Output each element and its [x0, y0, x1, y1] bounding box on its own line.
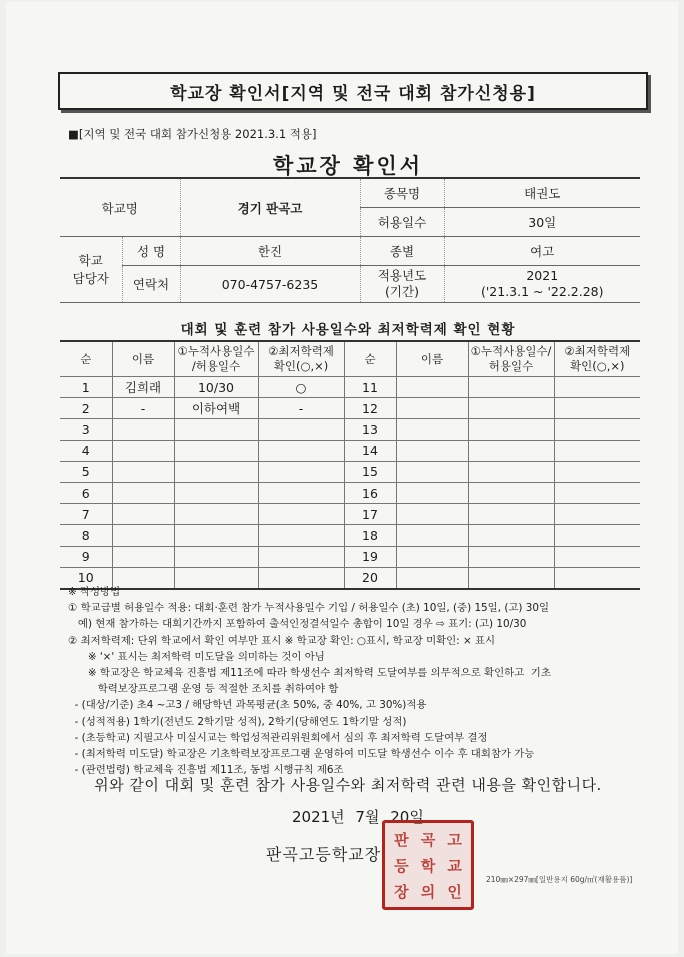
- row-check: [258, 461, 344, 482]
- row-check: -: [258, 398, 344, 419]
- principal-signature: 판곡고등학교장: [266, 845, 382, 864]
- row-days: 이하여백: [174, 398, 258, 419]
- note-line: 학력보장프로그램 운영 등 적절한 조치를 취하여야 함: [68, 683, 339, 696]
- seal-char: 인: [447, 882, 462, 901]
- document-sheet: [6, 2, 678, 954]
- manager-label: 학교 담당자: [60, 237, 122, 303]
- row-check-2: [554, 525, 640, 546]
- row-no: 1: [60, 377, 112, 398]
- school-label: 학교명: [60, 178, 180, 237]
- row-check-2: [554, 377, 640, 398]
- note-line: ② 최저학력제: 단위 학교에서 확인 여부만 표시 ※ 학교장 확인: ○표시, 학교장 미확인: × 표시: [68, 634, 496, 647]
- row-no: 9: [60, 546, 112, 567]
- row-no-2: 12: [344, 398, 396, 419]
- row-no: 10: [60, 567, 112, 589]
- roster-table: [60, 340, 640, 590]
- row-name: [112, 546, 174, 567]
- row-days: [174, 482, 258, 503]
- row-no: 4: [60, 440, 112, 461]
- row-check: [258, 504, 344, 525]
- row-no: 2: [60, 398, 112, 419]
- form-subtitle: ■[지역 및 전국 대회 참가신청용 2021.3.1 적용]: [68, 127, 317, 141]
- gender-value: 여고: [444, 237, 640, 266]
- row-no-2: 16: [344, 482, 396, 503]
- row-days: [174, 419, 258, 440]
- row-no: 3: [60, 419, 112, 440]
- row-days-2: [468, 398, 554, 419]
- row-check: [258, 482, 344, 503]
- row-name-2: [396, 419, 468, 440]
- row-name-2: [396, 546, 468, 567]
- row-check-2: [554, 504, 640, 525]
- note-line: - (대상/기준) 초4 ~고3 / 해당학년 과목평균(초 50%, 중 40%, 고 30%)적용: [68, 699, 427, 712]
- row-name: [112, 525, 174, 546]
- row-no: 6: [60, 482, 112, 503]
- row-name: [112, 504, 174, 525]
- header-title: 학교장 확인서[지역 및 전국 대회 참가신청용]: [58, 72, 648, 110]
- row-days: [174, 440, 258, 461]
- seal-char: 의: [420, 882, 436, 901]
- year-label: 적용년도 (기간): [360, 266, 444, 303]
- row-no: 5: [60, 461, 112, 482]
- row-name-2: [396, 461, 468, 482]
- table-row: [60, 482, 640, 503]
- row-no-2: 17: [344, 504, 396, 525]
- note-line: - (최저학력 미도달) 학교장은 기초학력보장프로그램 운영하여 미도달 학생선수 이수 후 대회참가 가능: [68, 748, 535, 761]
- header-days: ①누적사용일수 /허용일수: [174, 341, 258, 377]
- row-days-2: [468, 461, 554, 482]
- row-check: [258, 419, 344, 440]
- table-row: [60, 377, 640, 398]
- row-days-2: [468, 419, 554, 440]
- row-days: [174, 546, 258, 567]
- event-label: 종목명: [360, 178, 444, 208]
- seal-char: 교: [447, 856, 462, 875]
- table-row: [60, 546, 640, 567]
- event-value: 태권도: [444, 178, 640, 208]
- row-name-2: [396, 504, 468, 525]
- school-seal-stamp: [382, 820, 474, 910]
- header-no-2: 순: [344, 341, 396, 377]
- row-days: [174, 504, 258, 525]
- note-line: 예) 현재 참가하는 대회기간까지 포함하여 출석인정결석일수 총합이 10일 경우 ⇨ 표기: (고) 10/30: [68, 618, 527, 631]
- row-days-2: [468, 440, 554, 461]
- table-row: [60, 461, 640, 482]
- note-line: ※ 학교장은 학교체육 진흥법 제11조에 따라 학생선수 최저학력 도달여부를 의무적으로 확인하고 기초: [68, 667, 551, 680]
- row-name: [112, 440, 174, 461]
- seal-char: 고: [447, 830, 462, 849]
- row-name-2: [396, 482, 468, 503]
- seal-char: 판: [394, 830, 409, 849]
- row-no-2: 13: [344, 419, 396, 440]
- table-row: [60, 440, 640, 461]
- row-days-2: [468, 482, 554, 503]
- header-min-academic-2: ②최저학력제 확인(○,×): [554, 341, 640, 377]
- row-check-2: [554, 461, 640, 482]
- contact-label: 연락처: [122, 266, 180, 303]
- row-check: [258, 440, 344, 461]
- row-days: [174, 461, 258, 482]
- row-name: -: [112, 398, 174, 419]
- row-name: [112, 461, 174, 482]
- row-days-2: [468, 525, 554, 546]
- section-title: 대회 및 훈련 참가 사용일수와 최저학력제 확인 현황: [180, 322, 516, 338]
- issue-date: 2021년 7월 20일: [292, 808, 424, 826]
- note-line: ① 학교급별 허용일수 적용: 대회·훈련 참가 누적사용일수 기입 / 허용일수 (초) 10일, (중) 15일, (고) 30일: [68, 602, 550, 615]
- seal-char: 등: [394, 856, 409, 875]
- row-name-2: [396, 398, 468, 419]
- table-row: [60, 419, 640, 440]
- roster-body: [60, 377, 640, 589]
- row-check: [258, 546, 344, 567]
- closing-statement: 위와 같이 대회 및 훈련 참가 사용일수와 최저학력 관련 내용을 확인합니다.: [94, 776, 602, 794]
- note-line: ※ 작성방법: [68, 586, 121, 598]
- header-name: 이름: [112, 341, 174, 377]
- seal-char: 학: [420, 856, 436, 875]
- header-min-academic: ②최저학력제 확인(○,×): [258, 341, 344, 377]
- paper-size-note: 210㎜×297㎜[일반용지 60g/㎡(재활용품)]: [486, 875, 633, 884]
- row-check-2: [554, 398, 640, 419]
- row-name: 김희래: [112, 377, 174, 398]
- row-name: [112, 482, 174, 503]
- allowed-days-value: 30일: [444, 208, 640, 237]
- name-label: 성 명: [122, 237, 180, 266]
- row-check-2: [554, 546, 640, 567]
- header-no: 순: [60, 341, 112, 377]
- seal-char: 장: [394, 882, 409, 901]
- row-name-2: [396, 440, 468, 461]
- contact-value: 070-4757-6235: [180, 266, 360, 303]
- note-line: - (관련법령) 학교체육 진흥법 제11조, 동법 시행규칙 제6조: [68, 764, 344, 777]
- table-row: [60, 398, 640, 419]
- row-no-2: 19: [344, 546, 396, 567]
- row-no-2: 11: [344, 377, 396, 398]
- year-value: 2021 ('21.3.1 ~ '22.2.28): [444, 266, 640, 303]
- row-check: [258, 525, 344, 546]
- instructions: [68, 584, 648, 778]
- name-value: 한진: [180, 237, 360, 266]
- row-no-2: 15: [344, 461, 396, 482]
- row-check-2: [554, 482, 640, 503]
- info-table: [60, 177, 640, 303]
- row-no-2: 18: [344, 525, 396, 546]
- row-days-2: [468, 546, 554, 567]
- row-no-2: 20: [344, 567, 396, 589]
- header-name-2: 이름: [396, 341, 468, 377]
- note-line: - (성적적용) 1학기(전년도 2학기말 성적), 2학기(당해연도 1학기말 성적): [68, 715, 407, 728]
- row-no: 7: [60, 504, 112, 525]
- form-title: 학교장 확인서: [272, 154, 424, 178]
- row-no: 8: [60, 525, 112, 546]
- table-row: [60, 504, 640, 525]
- row-days-2: [468, 504, 554, 525]
- row-no-2: 14: [344, 440, 396, 461]
- table-row: [60, 525, 640, 546]
- row-check: ○: [258, 377, 344, 398]
- row-check-2: [554, 419, 640, 440]
- row-name-2: [396, 525, 468, 546]
- gender-label: 종별: [360, 237, 444, 266]
- row-days-2: [468, 377, 554, 398]
- school-name: 경기 판곡고: [180, 178, 360, 237]
- row-days: 10/30: [174, 377, 258, 398]
- allowed-days-label: 허용일수: [360, 208, 444, 237]
- note-line: ※ '×' 표시는 최저학력 미도달을 의미하는 것이 아님: [68, 650, 325, 663]
- row-days: [174, 525, 258, 546]
- note-line: - (초등학교) 지필고사 미실시교는 학업성적관리위원회에서 심의 후 최저학력 도달여부 결정: [68, 731, 488, 744]
- row-check-2: [554, 440, 640, 461]
- seal-char: 곡: [420, 830, 436, 849]
- row-name: [112, 419, 174, 440]
- row-name-2: [396, 377, 468, 398]
- header-days-2: ①누적사용일수/ 허용일수: [468, 341, 554, 377]
